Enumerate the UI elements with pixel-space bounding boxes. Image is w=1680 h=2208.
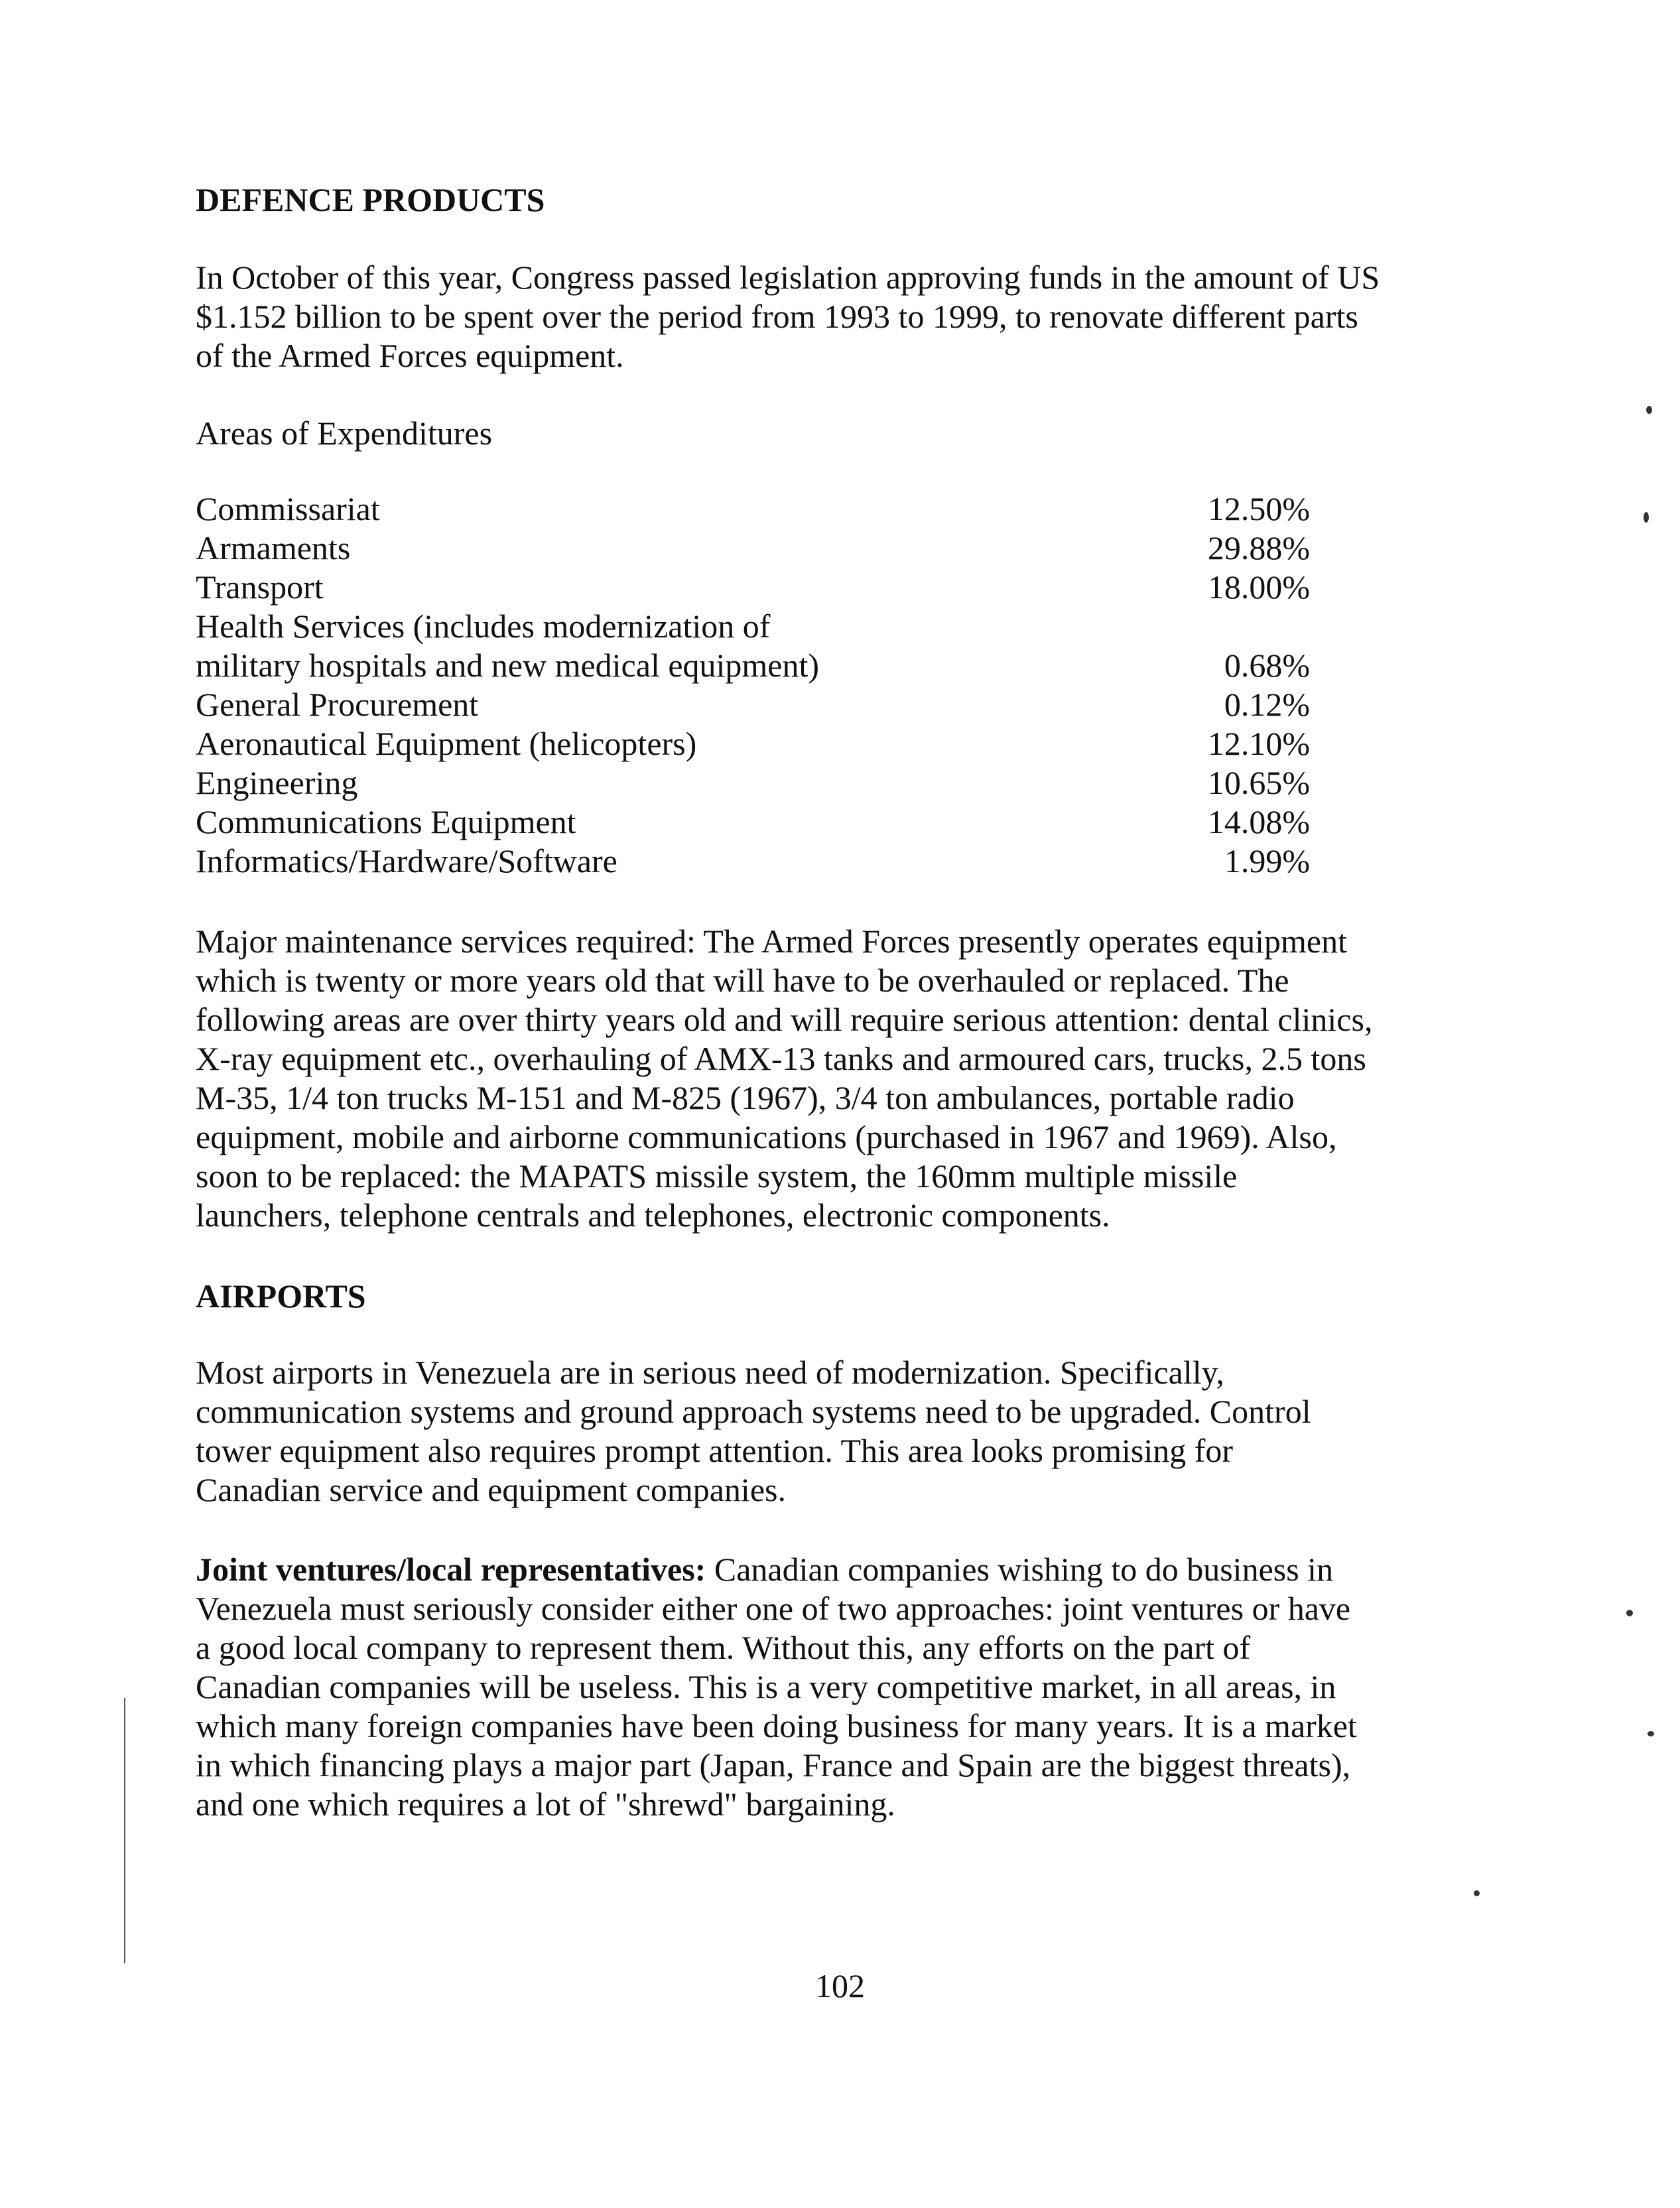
expenditure-label: Informatics/Hardware/Software xyxy=(196,842,617,879)
expenditure-label: Engineering xyxy=(196,764,358,801)
expenditure-row-informatics xyxy=(196,842,1310,881)
expenditure-row-aeronautical-equipment xyxy=(196,724,1310,763)
expenditure-label: Communications Equipment xyxy=(196,803,576,840)
page-number: 102 xyxy=(815,1967,865,2004)
expenditure-value: 1.99% xyxy=(1224,842,1310,879)
expenditure-value: 12.50% xyxy=(1207,490,1310,527)
joint-ventures-body: Canadian companies wishing to do business in Venezuela must seriously consider either one of two approaches: joint ventures or have a good local company to represent them. Without this, any efforts on the part of Canadian companies will be useless. This is a very competitive market, in all areas, in which many foreign companies have been doing business for many years. It is a market in which financing plays a major part (Japan, France and Spain are the biggest threats), and one which requires a lot of "shrewd" bargaining. xyxy=(196,1551,1357,1823)
expenditure-value: 14.08% xyxy=(1207,803,1310,840)
expenditure-value: 18.00% xyxy=(1207,568,1310,606)
scan-speck xyxy=(1474,1890,1480,1896)
expenditure-row-general-procurement xyxy=(196,685,1310,724)
maintenance-paragraph: Major maintenance services required: The Armed Forces presently operates equipment which is twenty or more years old that will have to be overhauled or replaced. The following areas are over thirty years old and will require serious attention: dental clinics, X-ray equipment etc., overhauling of AMX-13 tanks and armoured cars, trucks, 2.5 tons M-35, 1/4 ton trucks M-151 and M-825 (1967), 3/4 ton ambulances, portable radio equipment, mobile and airborne communications (purchased in 1967 and 1969). Also, soon to be replaced: the MAPATS missile system, the 160mm multiple missile launchers, telephone centrals and telephones, electronic components. xyxy=(196,923,1373,1234)
expenditure-value: 12.10% xyxy=(1207,725,1310,762)
scan-speck xyxy=(1644,512,1649,523)
expenditure-value: 10.65% xyxy=(1207,764,1310,801)
defence-products-heading: DEFENCE PRODUCTS xyxy=(196,181,545,218)
expenditure-label: Armaments xyxy=(196,529,351,566)
expenditure-value: 0.68% xyxy=(1224,647,1310,684)
scan-speck xyxy=(1626,1610,1633,1616)
expenditure-label: General Procurement xyxy=(196,686,479,723)
expenditure-label: Health Services (includes modernization of military hospitals and new medical equipment) xyxy=(196,608,820,684)
expenditure-value: 29.88% xyxy=(1207,529,1310,566)
scan-margin-line xyxy=(124,1698,125,1963)
airports-paragraph: Most airports in Venezuela are in serious need of modernization. Specifically, communication systems and ground approach systems need to be upgraded. Control tower equipment also requires prompt attention. This area looks promising for Canadian service and equipment companies. xyxy=(196,1354,1311,1508)
expenditure-label: Commissariat xyxy=(196,490,380,527)
expenditures-table xyxy=(196,489,1310,881)
areas-of-expenditures-title: Areas of Expenditures xyxy=(196,415,493,452)
expenditure-row-transport xyxy=(196,568,1310,607)
expenditure-row-health-services xyxy=(196,607,1310,685)
joint-ventures-lead: Joint ventures/local representatives: xyxy=(196,1551,706,1588)
airports-heading: AIRPORTS xyxy=(196,1277,366,1315)
expenditure-row-engineering xyxy=(196,763,1310,803)
defence-intro-paragraph: In October of this year, Congress passed legislation approving funds in the amount of US $1.152 billion to be spent over the period from 1993 to 1999, to renovate different parts of the Armed Forces equipment. xyxy=(196,259,1380,374)
scan-speck xyxy=(1646,406,1652,414)
expenditure-label: Transport xyxy=(196,568,324,606)
joint-ventures-paragraph xyxy=(196,1550,1512,1824)
expenditure-row-commissariat xyxy=(196,489,1310,529)
scan-speck xyxy=(1648,1731,1654,1736)
expenditure-value: 0.12% xyxy=(1224,686,1310,723)
expenditure-row-communications-equipment xyxy=(196,803,1310,842)
expenditure-label: Aeronautical Equipment (helicopters) xyxy=(196,725,697,762)
expenditure-row-armaments xyxy=(196,529,1310,568)
